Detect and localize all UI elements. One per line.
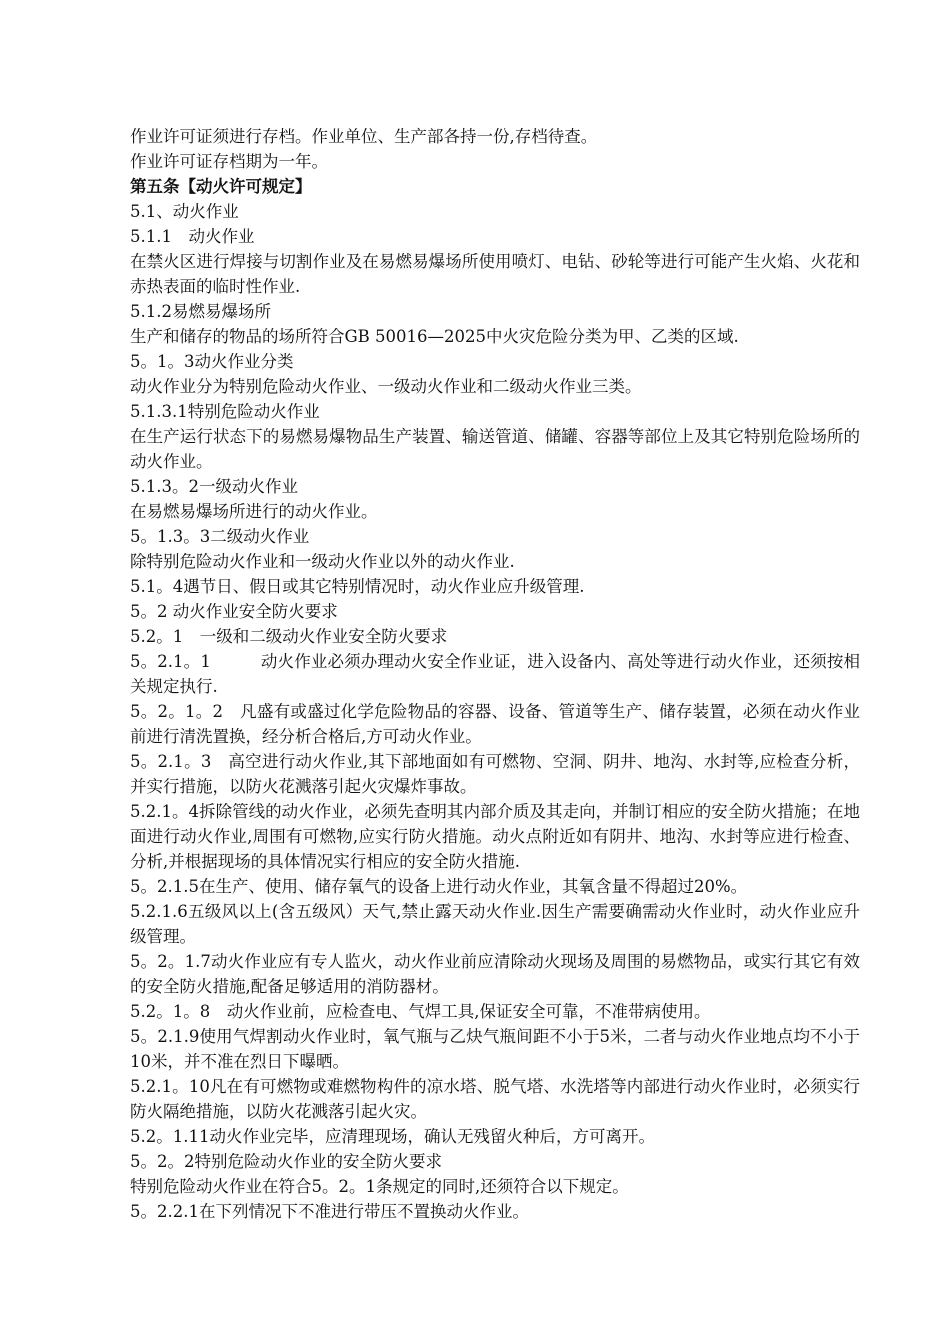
section-heading-article-5: 第五条【动火许可规定】 [130,177,312,196]
clause-text: 5。2。1。2 凡盛有或盛过化学危险物品的容器、设备、管道等生产、储存装置，必须在动火作业前进行清洗置换，经分析合格后,方可动火作业。 [130,702,860,746]
clause-heading: 5。2 动火作业安全防火要求 [130,602,338,621]
clause-text: 5。2.1。1 动火作业必须办理动火安全作业证，进入设备内、高处等进行动火作业，还须按相关规定执行. [130,652,860,696]
paragraph-text: 特别危险动火作业在符合5。2。1条规定的同时,还须符合以下规定。 [130,1177,629,1196]
paragraph-text: 动火作业分为特别危险动火作业、一级动火作业和二级动火作业三类。 [130,377,642,396]
clause-heading: 5.1.3。2一级动火作业 [130,477,298,496]
paragraph-text: 生产和储存的物品的场所符合GB 50016—2025中火灾危险分类为甲、乙类的区域. [130,327,739,346]
clause-heading: 5。1。3动火作业分类 [130,352,294,371]
clause-heading: 5。1.3。3二级动火作业 [130,527,310,546]
clause-text: 5。2.1.9使用气焊割动火作业时，氧气瓶与乙炔气瓶间距不小于5米，二者与动火作业地点均不小于10米，并不准在烈日下曝晒。 [130,1027,860,1071]
paragraph-archive-note: 作业许可证须进行存档。作业单位、生产部各持一份,存档待查。 [130,127,598,146]
clause-heading: 5.1.3.1特别危险动火作业 [130,402,320,421]
paragraph-text: 在禁火区进行焊接与切割作业及在易燃易爆场所使用喷灯、电钻、砂轮等进行可能产生火焰、火花和赤热表面的临时性作业. [130,252,860,296]
clause-text: 5。2.1.5在生产、使用、储存氧气的设备上进行动火作业，其氧含量不得超过20%。 [130,877,748,896]
clause-text: 5.2。1.11动火作业完毕，应清理现场，确认无残留火种后，方可离开。 [130,1127,655,1146]
paragraph-text: 除特别危险动火作业和一级动火作业以外的动火作业. [130,552,515,571]
paragraph-text: 在易燃易爆场所进行的动火作业。 [130,502,378,521]
clause-heading: 5.2。1 一级和二级动火作业安全防火要求 [130,627,448,646]
paragraph-archive-period: 作业许可证存档期为一年。 [130,152,328,171]
clause-heading: 5。2。2特别危险动火作业的安全防火要求 [130,1152,442,1171]
clause-text: 5。2.1。3 高空进行动火作业,其下部地面如有可燃物、空洞、阴井、地沟、水封等,应检查分析，并实行措施，以防火花溅落引起火灾爆炸事故。 [130,752,860,796]
clause-text: 5.2.1。10凡在有可燃物或难燃物构件的凉水塔、脱气塔、水洗塔等内部进行动火作业时，必须实行防火隔绝措施，以防火花溅落引起火灾。 [130,1077,860,1121]
clause-text: 5。2。1.7动火作业应有专人监火，动火作业前应清除动火现场及周围的易燃物品，或实行其它有效的安全防火措施,配备足够适用的消防器材。 [130,952,860,996]
clause-text: 5.2。1。8 动火作业前，应检查电、气焊工具,保证安全可靠，不准带病使用。 [130,1002,711,1021]
clause-heading: 5.1、动火作业 [130,202,239,221]
clause-heading: 5.1.2易燃易爆场所 [130,302,271,321]
clause-heading: 5.1.1 动火作业 [130,227,255,246]
clause-text: 5.2.1。4拆除管线的动火作业，必须先查明其内部介质及其走向，并制订相应的安全防火措施；在地面进行动火作业,周围有可燃物,应实行防火措施。动火点附近如有阴井、地沟、水封等应进行检查、分析,并根据现场的具体情况实行相应的安全防火措施. [130,802,860,871]
paragraph-text: 在生产运行状态下的易燃易爆物品生产装置、输送管道、储罐、容器等部位上及其它特别危险场所的动火作业。 [130,427,860,471]
clause-text: 5。2.2.1在下列情况下不准进行带压不置换动火作业。 [130,1202,529,1221]
document-body [130,124,860,1224]
clause-text: 5.2.1.6五级风以上(含五级风）天气,禁止露天动火作业.因生产需要确需动火作业时，动火作业应升级管理。 [130,902,860,946]
clause-text: 5.1。4遇节日、假日或其它特别情况时，动火作业应升级管理. [130,577,585,596]
